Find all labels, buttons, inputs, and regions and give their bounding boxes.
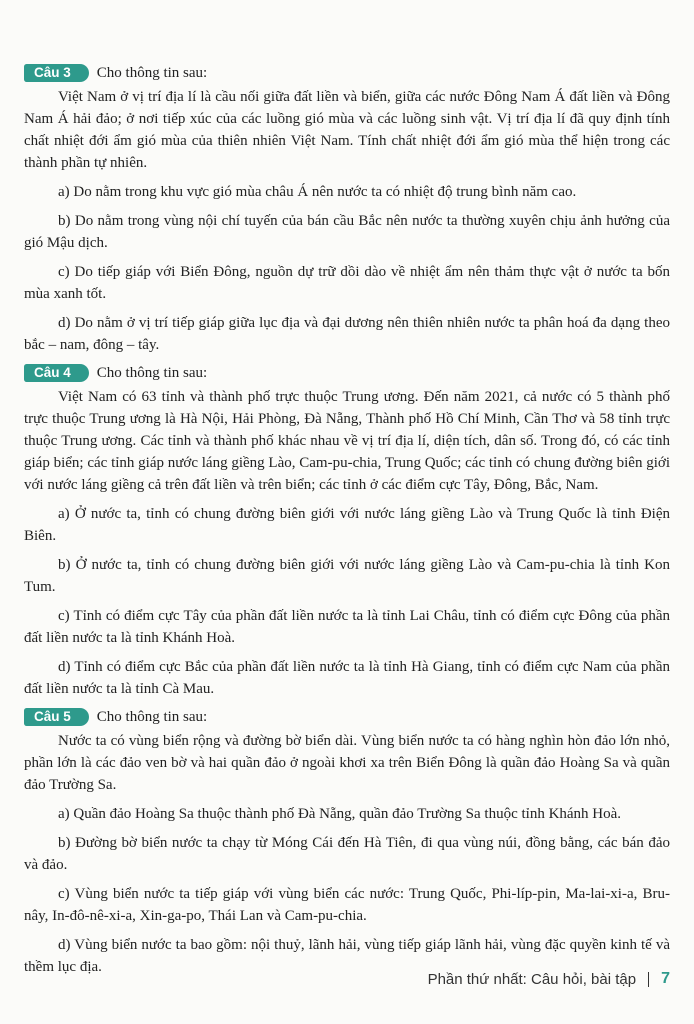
question-passage: Nước ta có vùng biển rộng và đường bờ biển dài. Vùng biển nước ta có hàng nghìn hòn đảo lớn nhỏ, phần lớn là các đảo ven bờ và hai quần đảo ở ngoài khơi xa trên Biển Đông là quần đảo Hoàng Sa và quần đảo Trường Sa. [24,733,670,793]
statement-d: d) Do nằm ở vị trí tiếp giáp giữa lục địa và đại dương nên thiên nhiên nước ta phân hoá đa dạng theo bắc – nam, đông – tây. [24,315,670,353]
question-passage: Việt Nam có 63 tỉnh và thành phố trực thuộc Trung ương. Đến năm 2021, cả nước có 5 thành phố trực thuộc Trung ương là Hà Nội, Hải Phòng, Đà Nẵng, Thành phố Hồ Chí Minh, Cần Thơ và 58 tỉnh trực thuộc Trung ương. Các tỉnh và thành phố khác nhau về vị trí địa lí, diện tích, dân số. Trong đó, có các tỉnh giáp biển; các tỉnh giáp nước láng giềng Lào, Cam-pu-chia, Trung Quốc; các tỉnh có chung đường biên giới với nước láng giềng cả trên đất liền và trên biển; các tỉnh ở các điểm cực Tây, Đông, Bắc, Nam. [24,389,670,493]
question-badge: Câu 3 [24,64,89,82]
footer-divider [648,972,649,987]
statement-a: a) Ở nước ta, tỉnh có chung đường biên giới với nước láng giềng Lào và Trung Quốc là tỉnh Điện Biên. [24,506,670,544]
page-footer [428,970,670,988]
statement-c: c) Vùng biển nước ta tiếp giáp với vùng biển các nước: Trung Quốc, Phi-líp-pin, Ma-lai-xi-a, Bru-nây, In-đô-nê-xi-a, Xin-ga-po, Thái Lan và Cam-pu-chia. [24,886,670,924]
statement-a: a) Do nằm trong khu vực gió mùa châu Á nên nước ta có nhiệt độ trung bình năm cao. [58,184,577,200]
statement-c: c) Do tiếp giáp với Biển Đông, nguồn dự trữ dồi dào về nhiệt ẩm nên thảm thực vật ở nước ta bốn mùa xanh tốt. [24,264,670,302]
question-header [24,708,670,726]
footer-section-title: Phần thứ nhất: Câu hỏi, bài tập [427,970,637,988]
question-header [24,64,670,82]
question-badge: Câu 5 [24,708,89,726]
question-header [24,364,670,382]
content [24,64,670,986]
question-badge: Câu 4 [24,364,89,382]
statement-a: a) Quần đảo Hoàng Sa thuộc thành phố Đà Nẵng, quần đảo Trường Sa thuộc tỉnh Khánh Hoà. [58,806,622,822]
statement-d: d) Tỉnh có điểm cực Bắc của phần đất liền nước ta là tỉnh Hà Giang, tỉnh có điểm cực Nam của phần đất liền nước ta là tỉnh Cà Mau. [24,659,670,697]
statement-d: d) Vùng biển nước ta bao gồm: nội thuỷ, lãnh hải, vùng tiếp giáp lãnh hải, vùng đặc quyền kinh tế và thềm lục địa. [24,937,670,975]
statement-b: b) Đường bờ biển nước ta chạy từ Móng Cái đến Hà Tiên, đi qua vùng núi, đồng bằng, các bán đảo và đảo. [24,835,670,873]
question-intro: Cho thông tin sau: [96,364,208,381]
question-3 [24,64,670,356]
statement-c: c) Tỉnh có điểm cực Tây của phần đất liền nước ta là tỉnh Lai Châu, tỉnh có điểm cực Đông của phần đất liền nước ta là tỉnh Khánh Hoà. [24,608,670,646]
statement-b: b) Ở nước ta, tỉnh có chung đường biên giới với nước láng giềng Lào và Cam-pu-chia là tỉnh Kon Tum. [24,557,670,595]
page-number: 7 [661,970,670,987]
question-passage: Việt Nam ở vị trí địa lí là cầu nối giữa đất liền và biển, giữa các nước Đông Nam Á đất liền và Đông Nam Á hải đảo; ở nơi tiếp xúc của các luồng gió mùa và các luồng sinh vật. Vị trí địa lí đã quy định tính chất nhiệt đới ẩm gió mùa của thiên nhiên Việt Nam. Tính chất nhiệt đới ẩm gió mùa thể hiện trong các thành phần tự nhiên. [24,89,670,171]
question-intro: Cho thông tin sau: [96,64,208,81]
question-4 [24,364,670,700]
question-5 [24,708,670,978]
statement-b: b) Do nằm trong vùng nội chí tuyến của bán cầu Bắc nên nước ta thường xuyên chịu ảnh hưởng của gió Mậu dịch. [24,213,670,251]
question-intro: Cho thông tin sau: [96,708,208,725]
